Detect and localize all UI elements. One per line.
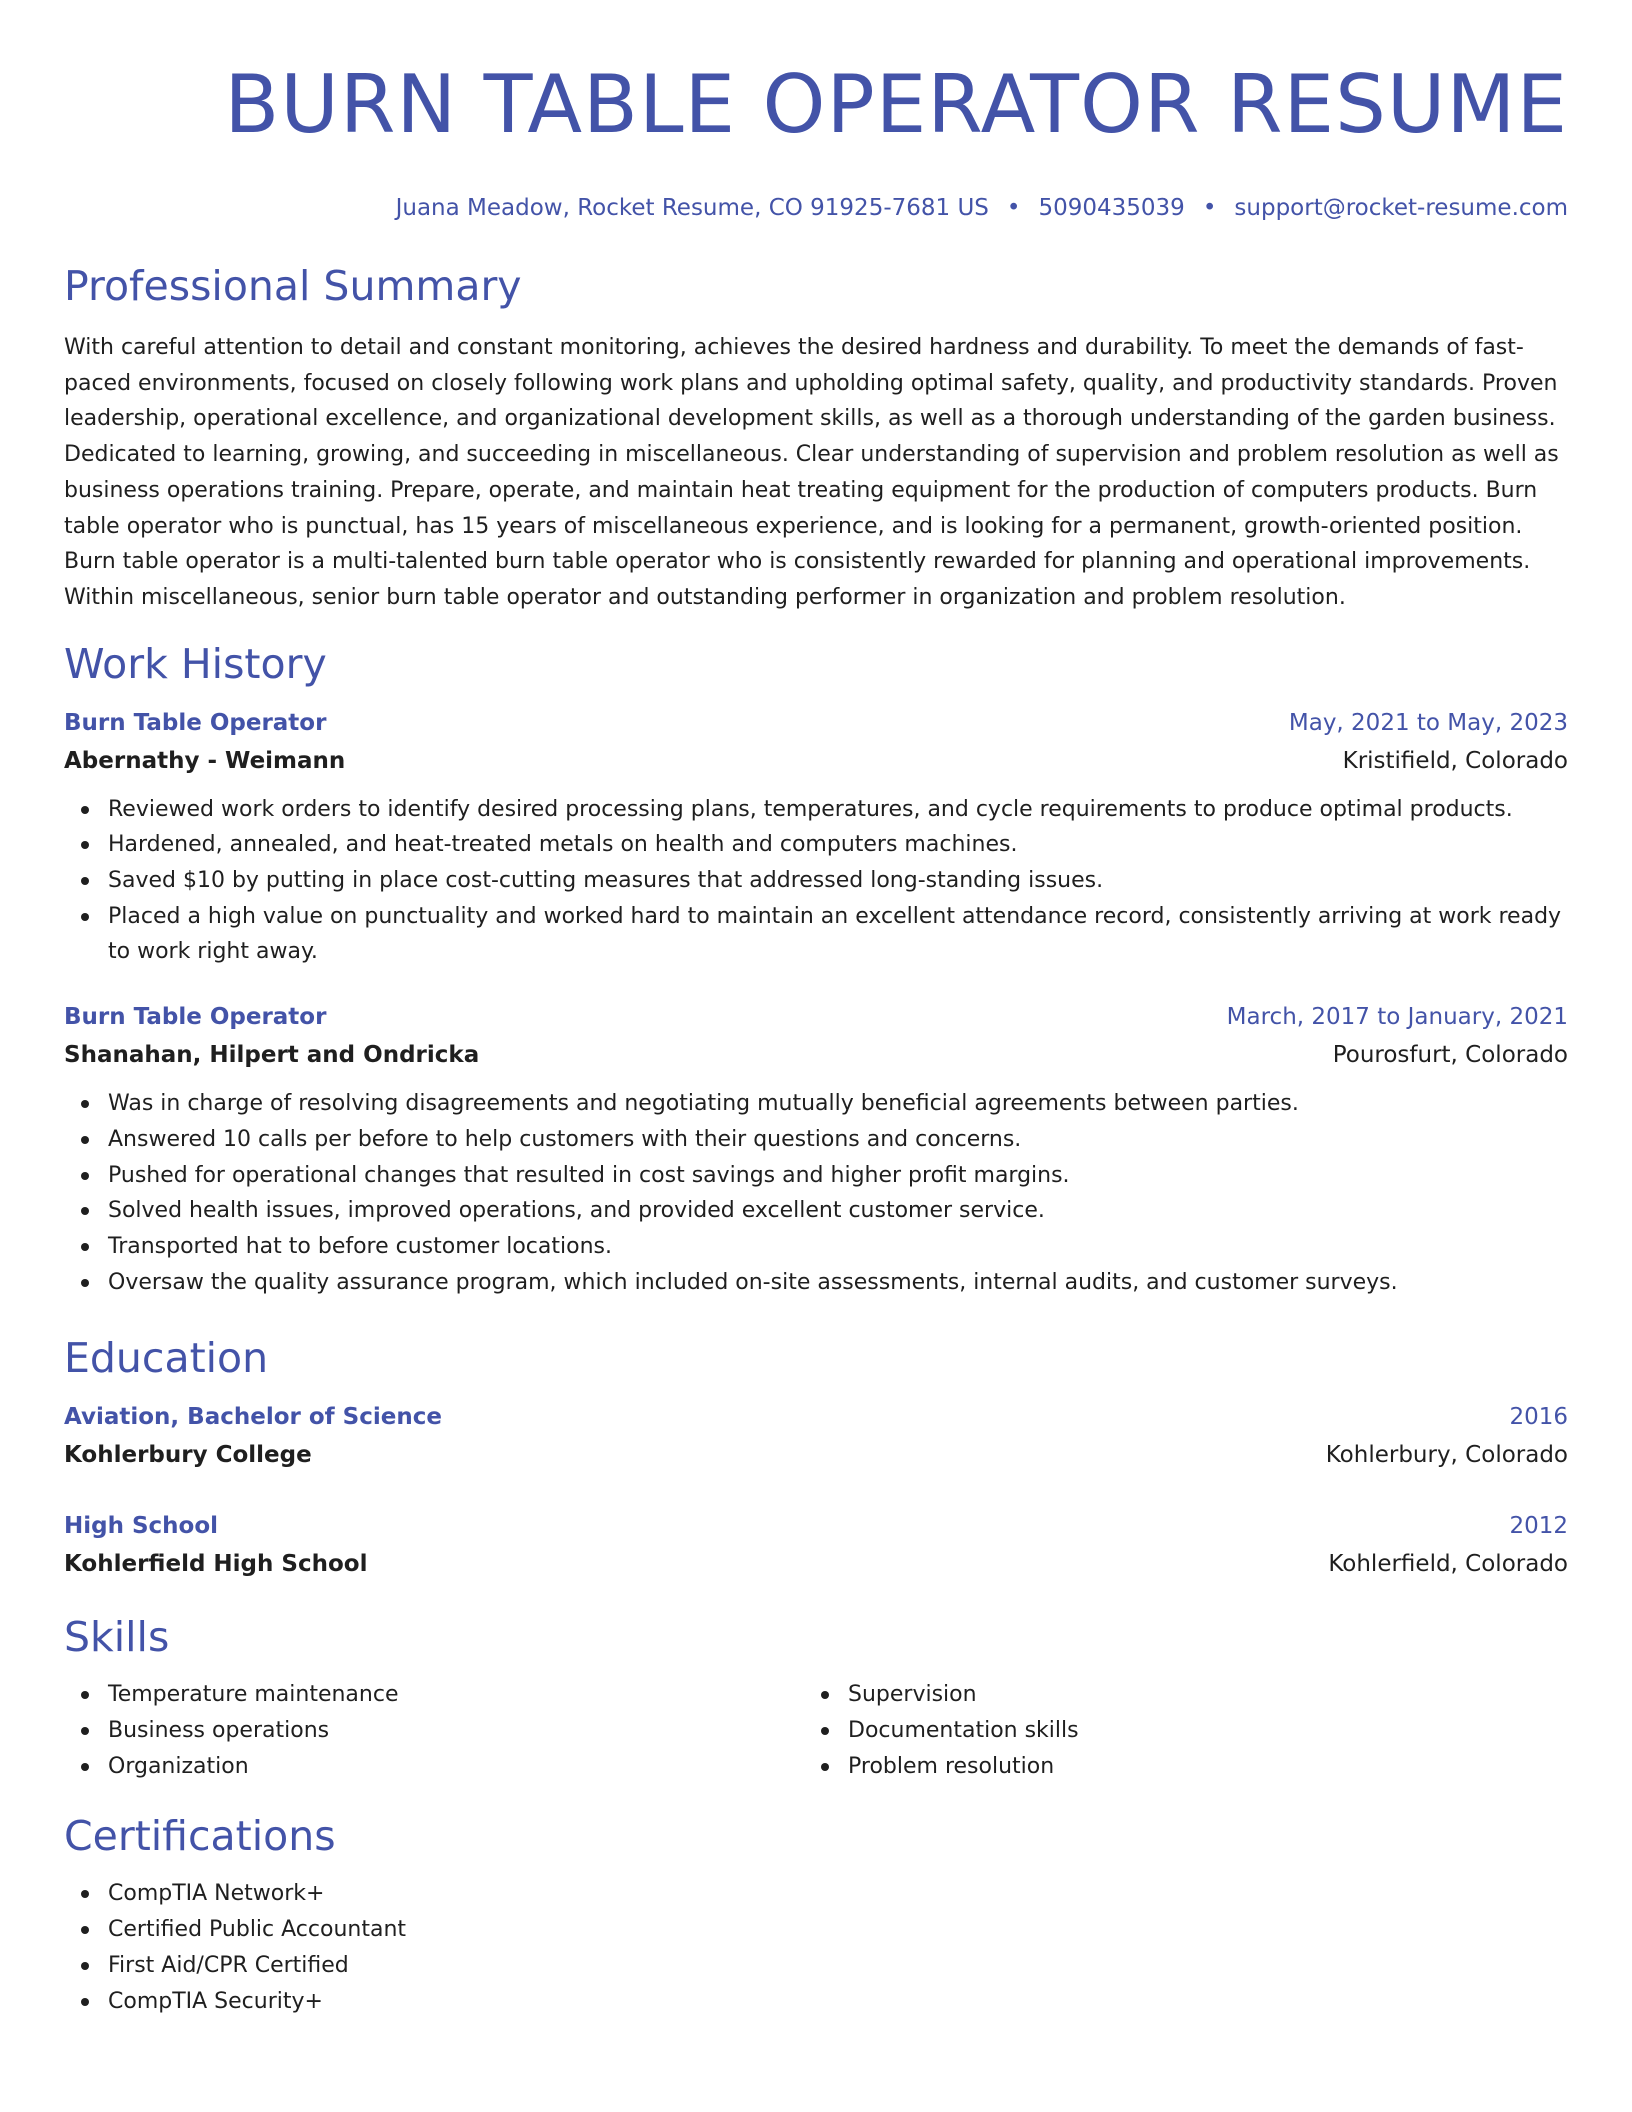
- contact-line: [64, 188, 1568, 228]
- skills-section: [64, 1609, 1568, 1784]
- job-location: Pourosfurt, Colorado: [1332, 1042, 1568, 1069]
- list-item: Was in charge of resolving disagreements and negotiating mutually beneficial agreements between parties.: [64, 1086, 1568, 1122]
- list-item: Oversaw the quality assurance program, which included on-site assessments, internal audits, and customer surveys.: [64, 1265, 1568, 1301]
- list-item: Placed a high value on punctuality and worked hard to maintain an excellent attendance record, consistently arriving at work ready to work right away.: [64, 899, 1568, 970]
- certifications-heading: Certifications: [64, 1812, 336, 1861]
- list-item: Transported hat to before customer locations.: [64, 1229, 1568, 1265]
- education-entry: [64, 1398, 1568, 1474]
- skill-item: Problem resolution: [804, 1749, 1544, 1785]
- skills-list-left: [64, 1677, 804, 1784]
- education-heading: Education: [64, 1334, 269, 1383]
- contact-address: Juana Meadow, Rocket Resume, CO 91925-7681 US: [395, 195, 989, 221]
- list-item: Hardened, annealed, and heat-treated metals on health and computers machines.: [64, 827, 1568, 863]
- skill-item: Documentation skills: [804, 1713, 1544, 1749]
- job-company: Abernathy - Weimann: [64, 747, 346, 774]
- job-entry: [64, 704, 1568, 971]
- skills-list-right: [804, 1677, 1544, 1784]
- certification-item: Certified Public Accountant: [64, 1912, 1568, 1948]
- job-company: Shanahan, Hilpert and Ondricka: [64, 1042, 480, 1069]
- job-entry: [64, 998, 1568, 1300]
- resume-title: BURN TABLE OPERATOR RESUME: [224, 58, 1568, 151]
- contact-phone: 5090435039: [1038, 195, 1185, 221]
- education-school: Kohlerbury College: [64, 1442, 312, 1469]
- job-dates: May, 2021 to May, 2023: [1288, 709, 1568, 736]
- job-bullets: [64, 1086, 1568, 1300]
- work-history-heading: Work History: [64, 639, 327, 688]
- job-dates: March, 2017 to January, 2021: [1226, 1004, 1568, 1031]
- education-year: 2012: [1509, 1513, 1568, 1540]
- certification-item: CompTIA Network+: [64, 1876, 1568, 1912]
- job-bullets: [64, 792, 1568, 971]
- education-school: Kohlerfield High School: [64, 1551, 368, 1578]
- certifications-list: [64, 1876, 1568, 2019]
- certification-item: First Aid/CPR Certified: [64, 1948, 1568, 1984]
- job-title: Burn Table Operator: [64, 1004, 327, 1031]
- skill-item: Business operations: [64, 1713, 804, 1749]
- contact-email: support@rocket-resume.com: [1234, 195, 1568, 221]
- summary-section: [64, 258, 1568, 616]
- work-history-section: [64, 636, 1568, 1301]
- skill-item: Temperature maintenance: [64, 1677, 804, 1713]
- job-location: Kristifield, Colorado: [1342, 747, 1568, 774]
- summary-text: With careful attention to detail and constant monitoring, achieves the desired hardness and durability. To meet the demands of fast-paced environments, focused on closely following work plans and upholding optimal safety, quality, and productivity standards. Proven leadership, operational excellence, and organizational development skills, as well as a thorough understanding of the garden business. Dedicated to learning, growing, and succeeding in miscellaneous. Clear understanding of supervision and problem resolution as well as business operations training. Prepare, operate, and maintain heat treating equipment for the production of computers products. Burn table operator who is punctual, has 15 years of miscellaneous experience, and is looking for a permanent, growth-oriented position. Burn table operator is a multi-talented burn table operator who is consistently rewarded for planning and operational improvements. Within miscellaneous, senior burn table operator and outstanding performer in organization and problem resolution.: [64, 335, 1559, 610]
- education-section: [64, 1330, 1568, 1583]
- education-entry: [64, 1507, 1568, 1583]
- list-item: Pushed for operational changes that resulted in cost savings and higher profit margins.: [64, 1158, 1568, 1194]
- summary-heading: Professional Summary: [64, 262, 522, 310]
- list-item: Saved $10 by putting in place cost-cutting measures that addressed long-standing issues.: [64, 863, 1568, 899]
- education-year: 2016: [1509, 1404, 1568, 1431]
- certification-item: CompTIA Security+: [64, 1984, 1568, 2020]
- education-location: Kohlerbury, Colorado: [1325, 1442, 1568, 1469]
- job-title: Burn Table Operator: [64, 709, 327, 736]
- skill-item: Organization: [64, 1749, 804, 1785]
- education-degree: Aviation, Bachelor of Science: [64, 1404, 442, 1431]
- certifications-section: [64, 1808, 1568, 2019]
- list-item: Solved health issues, improved operations, and provided excellent customer service.: [64, 1193, 1568, 1229]
- skills-heading: Skills: [64, 1613, 170, 1662]
- contact-separator: •: [1202, 195, 1217, 221]
- skill-item: Supervision: [804, 1677, 1544, 1713]
- education-location: Kohlerfield, Colorado: [1328, 1551, 1568, 1578]
- contact-separator: •: [1006, 195, 1021, 221]
- list-item: Reviewed work orders to identify desired processing plans, temperatures, and cycle requirements to produce optimal products.: [64, 792, 1568, 828]
- education-degree: High School: [64, 1513, 219, 1540]
- list-item: Answered 10 calls per before to help customers with their questions and concerns.: [64, 1122, 1568, 1158]
